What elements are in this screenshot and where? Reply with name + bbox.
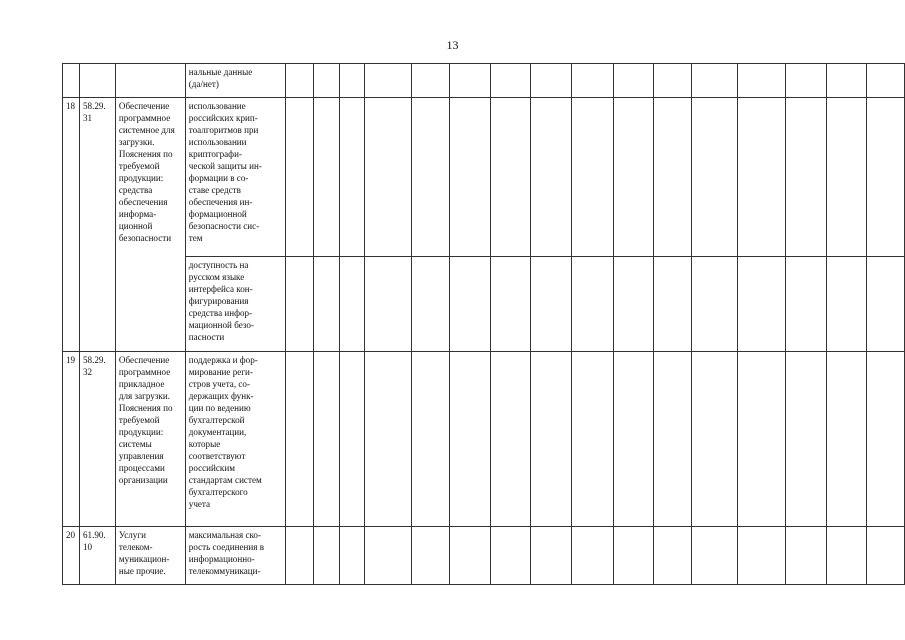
empty-cell — [490, 257, 531, 352]
empty-cell — [364, 98, 412, 257]
table-row — [63, 527, 905, 585]
empty-cell — [571, 257, 613, 352]
name-cell — [115, 64, 185, 98]
empty-cell — [450, 527, 491, 585]
empty-cell — [412, 64, 450, 98]
empty-cell — [613, 527, 654, 585]
empty-cell — [654, 527, 692, 585]
num-cell: 20 — [63, 527, 80, 585]
requirements-table — [62, 63, 905, 585]
empty-cell — [738, 98, 786, 257]
empty-cell — [450, 257, 491, 352]
empty-cell — [531, 527, 572, 585]
empty-cell — [654, 64, 692, 98]
code-cell: 61.90. 10 — [79, 527, 115, 585]
table-row — [63, 98, 905, 257]
empty-cell — [285, 64, 314, 98]
empty-cell — [571, 64, 613, 98]
empty-cell — [867, 64, 905, 98]
empty-cell — [314, 64, 340, 98]
empty-cell — [654, 98, 692, 257]
empty-cell — [613, 257, 654, 352]
empty-cell — [826, 352, 867, 527]
empty-cell — [340, 98, 365, 257]
empty-cell — [691, 527, 738, 585]
empty-cell — [340, 64, 365, 98]
empty-cell — [364, 64, 412, 98]
empty-cell — [826, 527, 867, 585]
empty-cell — [785, 352, 826, 527]
page-number: 13 — [446, 38, 459, 52]
empty-cell — [613, 64, 654, 98]
empty-cell — [364, 527, 412, 585]
empty-cell — [571, 352, 613, 527]
empty-cell — [450, 64, 491, 98]
empty-cell — [826, 64, 867, 98]
empty-cell — [450, 98, 491, 257]
empty-cell — [867, 98, 905, 257]
empty-cell — [531, 257, 572, 352]
empty-cell — [654, 257, 692, 352]
empty-cell — [450, 352, 491, 527]
code-cell: 58.29. 31 — [79, 98, 115, 352]
empty-cell — [785, 257, 826, 352]
empty-cell — [571, 98, 613, 257]
empty-cell — [691, 98, 738, 257]
empty-cell — [867, 257, 905, 352]
empty-cell — [412, 527, 450, 585]
empty-cell — [364, 257, 412, 352]
num-cell: 19 — [63, 352, 80, 527]
table-row-continued — [63, 64, 905, 98]
empty-cell — [340, 257, 365, 352]
characteristic-cell: нальные данные (да/нет) — [185, 64, 285, 98]
num-cell: 18 — [63, 98, 80, 352]
empty-cell — [340, 352, 365, 527]
empty-cell — [785, 527, 826, 585]
empty-cell — [738, 257, 786, 352]
empty-cell — [364, 352, 412, 527]
num-cell — [63, 64, 80, 98]
empty-cell — [285, 98, 314, 257]
empty-cell — [738, 352, 786, 527]
empty-cell — [691, 257, 738, 352]
empty-cell — [691, 352, 738, 527]
empty-cell — [531, 98, 572, 257]
empty-cell — [531, 352, 572, 527]
characteristic-cell: максимальная ско- рость соединения в информационно- телекоммуникаци- — [185, 527, 285, 585]
empty-cell — [531, 64, 572, 98]
empty-cell — [340, 527, 365, 585]
empty-cell — [412, 352, 450, 527]
empty-cell — [314, 527, 340, 585]
empty-cell — [412, 257, 450, 352]
empty-cell — [571, 527, 613, 585]
empty-cell — [691, 64, 738, 98]
empty-cell — [738, 64, 786, 98]
empty-cell — [490, 64, 531, 98]
empty-cell — [738, 527, 786, 585]
empty-cell — [314, 98, 340, 257]
empty-cell — [314, 352, 340, 527]
empty-cell — [613, 98, 654, 257]
empty-cell — [490, 352, 531, 527]
code-cell: 58.29. 32 — [79, 352, 115, 527]
table-row — [63, 352, 905, 527]
empty-cell — [285, 257, 314, 352]
empty-cell — [785, 98, 826, 257]
characteristic-cell: доступность на русском языке интерфейса кон- фигурирования средства инфор- мационной безо- пасности — [185, 257, 285, 352]
empty-cell — [314, 257, 340, 352]
table-row — [63, 257, 905, 352]
empty-cell — [785, 64, 826, 98]
empty-cell — [613, 352, 654, 527]
empty-cell — [490, 527, 531, 585]
characteristic-cell: использование российских крип- тоалгоритмов при использовании криптографи- ческой защиты ин- формации в со- ставе средств обеспечения ин- формационной безопасности сис- тем — [185, 98, 285, 257]
empty-cell — [285, 352, 314, 527]
name-cell: Обеспечение программное системное для загрузки. Пояснения по требуемой продукции: средства обеспечения информа- ционной безопасности — [115, 98, 185, 352]
empty-cell — [867, 527, 905, 585]
name-cell: Услуги телеком- муникацион- ные прочие. — [115, 527, 185, 585]
characteristic-cell: поддержка и фор- мирование реги- стров учета, со- держащих функ- ции по ведению бухгалтерской документации, которые соответствуют российским стандартам систем бухгалтерского учета — [185, 352, 285, 527]
empty-cell — [490, 98, 531, 257]
empty-cell — [285, 527, 314, 585]
empty-cell — [654, 352, 692, 527]
name-cell: Обеспечение программное прикладное для загрузки. Пояснения по требуемой продукции: системы управления процессами организации — [115, 352, 185, 527]
empty-cell — [412, 98, 450, 257]
empty-cell — [826, 257, 867, 352]
empty-cell — [826, 98, 867, 257]
code-cell — [79, 64, 115, 98]
empty-cell — [867, 352, 905, 527]
